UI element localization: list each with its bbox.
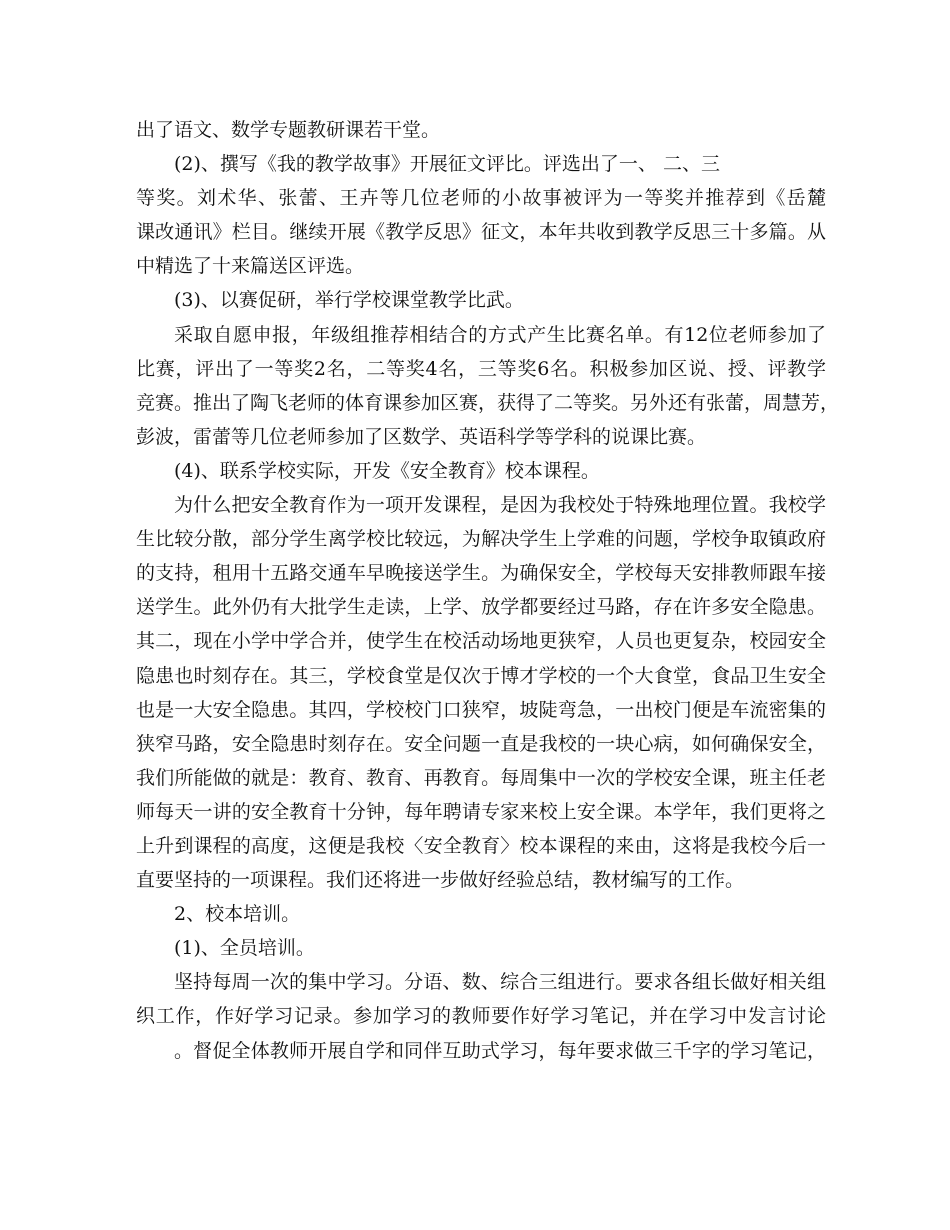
text-line: 竞赛。推出了陶飞老师的体育课参加区赛，获得了二等奖。另外还有张蕾，周慧芳，: [136, 391, 840, 414]
text-line: 也是一大安全隐患。其四，学校校门口狭窄，坡陡弯急，一出校门便是车流密集的: [136, 698, 826, 721]
text-line: (4)、联系学校实际，开发《安全教育》校本课程。: [174, 459, 600, 482]
text-line: 送学生。此外仍有大批学生走读，上学、放学都要经过马路，存在许多安全隐患。: [136, 596, 826, 619]
text-line: 2、校本培训。: [174, 903, 301, 926]
text-line: (1)、全员培训。: [174, 937, 315, 960]
text-line: 采取自愿申报，年级组推荐相结合的方式产生比赛名单。有12位老师参加了: [174, 323, 826, 346]
text-line: 师每天一讲的安全教育十分钟，每年聘请专家来校上安全课。本学年，我们更将之: [136, 800, 826, 823]
text-line: 彭波，雷蕾等几位老师参加了区数学、英语科学等学科的说课比赛。: [136, 425, 707, 448]
text-line: 上升到课程的高度，这便是我校〈安全教育〉校本课程的来由，这将是我校今后一: [136, 834, 826, 857]
text-line: 坚持每周一次的集中学习。分语、数、综合三组进行。要求各组长做好相关组: [174, 971, 826, 994]
text-line: 的支持，租用十五路交通车早晚接送学生。为确保安全，学校每天安排教师跟车接: [136, 562, 826, 585]
text-line: 比赛，评出了一等奖2名，二等奖4名，三等奖6名。积极参加区说、授、评教学: [136, 357, 826, 380]
text-line: 等奖。刘术华、张蕾、王卉等几位老师的小故事被评为一等奖并推荐到《岳麓: [136, 187, 826, 210]
text-line: (3)、以赛促研，举行学校课堂教学比武。: [174, 289, 524, 312]
text-line: 生比较分散，部分学生离学校比较远，为解决学生上学难的问题，学校争取镇政府: [136, 528, 826, 551]
text-line: 中精选了十来篇送区评选。: [136, 255, 365, 278]
text-line: 直要坚持的一项课程。我们还将进一步做好经验总结，教材编写的工作。: [136, 869, 745, 892]
text-line: 课改通讯》栏目。继续开展《教学反思》征文，本年共收到教学反思三十多篇。从: [136, 221, 826, 244]
text-line: 出了语文、数学专题教研课若干堂。: [136, 119, 441, 141]
text-line: 狭窄马路，安全隐患时刻存在。安全问题一直是我校的一块心病，如何确保安全，: [136, 732, 826, 755]
text-line: 织工作，作好学习记录。参加学习的教师要作好学习笔记，并在学习中发言讨论: [136, 1005, 826, 1028]
text-line: 隐患也时刻存在。其三，学校食堂是仅次于博才学校的一个大食堂，食品卫生安全: [136, 664, 826, 687]
text-line: 。督促全体教师开展自学和同伴互助式学习，每年要求做三千字的学习笔记，: [174, 1039, 826, 1062]
document-body: [136, 113, 840, 1068]
text-line: 其二，现在小学中学合并，使学生在校活动场地更狭窄，人员也更复杂，校园安全: [136, 630, 826, 653]
text-line: (2)、撰写《我的教学故事》开展征文评比。评选出了一、 二、三: [174, 153, 720, 176]
text-line: 我们所能做的就是：教育、教育、再教育。每周集中一次的学校安全课，班主任老: [136, 766, 826, 789]
text-line: 为什么把安全教育作为一项开发课程，是因为我校处于特殊地理位置。我校学: [174, 494, 826, 517]
